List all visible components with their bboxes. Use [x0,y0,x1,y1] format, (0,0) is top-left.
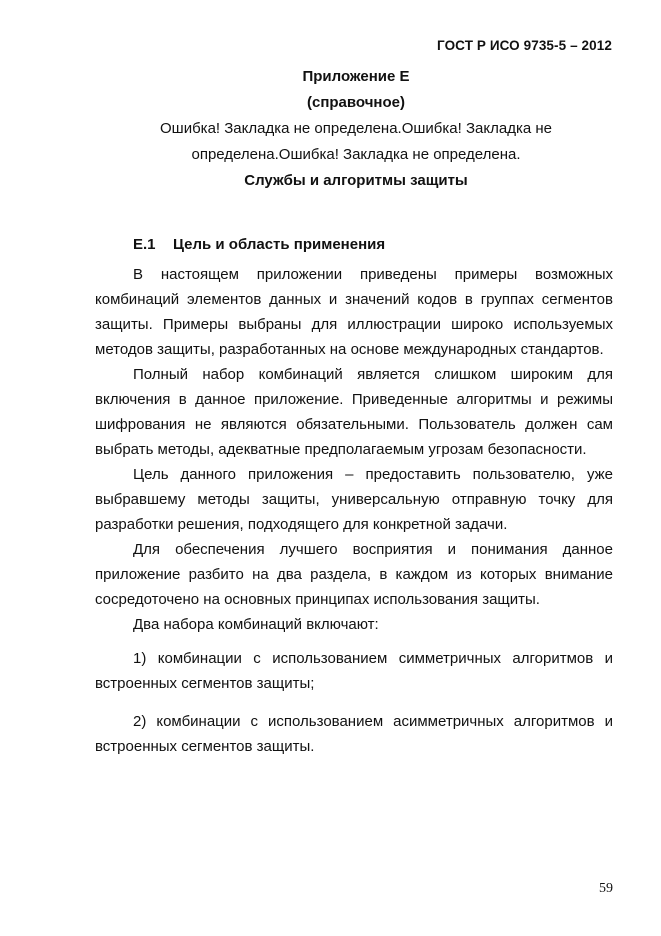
paragraph-3: Цель данного приложения – предоставить пользователю, уже выбравшему методы защиты, универсальную отправную точку для разработки решения, подходящего для конкретной задачи. [95,466,613,533]
annex-subtitle: Службы и алгоритмы защиты [244,172,468,189]
annex-type: (справочное) [307,94,405,111]
bookmark-error-line-2: определена.Ошибка! Закладка не определена. [191,146,521,163]
paragraph-1: В настоящем приложении приведены примеры возможных комбинаций элементов данных и значений кодов в группах сегментов защиты. Примеры выбраны для иллюстрации широко используемых методов защиты, разработанных на основе международных стандартов. [95,266,613,358]
page-number: 59 [599,881,613,896]
section-number: Е.1 [133,236,156,253]
list-item: 1) комбинации с использованием симметричных алгоритмов и встроенных сегментов защиты; [95,650,613,692]
standard-designation: ГОСТ Р ИСО 9735-5 – 2012 [437,38,612,53]
list-item: 2) комбинации с использованием асимметричных алгоритмов и встроенных сегментов защиты. [95,713,613,755]
section-title: Цель и область применения [173,236,386,253]
annex-title: Приложение Е [302,68,410,85]
paragraph-2: Полный набор комбинаций является слишком широким для включения в данное приложение. Приведенные алгоритмы и режимы шифрования не являются обязательными. Пользователь должен сам выбрать методы, адекватные предполагаемым угрозам безопасности. [95,366,613,458]
section-heading [133,234,385,256]
paragraph-5: Два набора комбинаций включают: [133,616,379,633]
paragraph-4: Для обеспечения лучшего восприятия и понимания данное приложение разбито на два раздела, в каждом из которых внимание сосредоточено на основных принципах использования защиты. [95,541,613,608]
bookmark-error-line-1: Ошибка! Закладка не определена.Ошибка! Закладка не [160,120,552,137]
